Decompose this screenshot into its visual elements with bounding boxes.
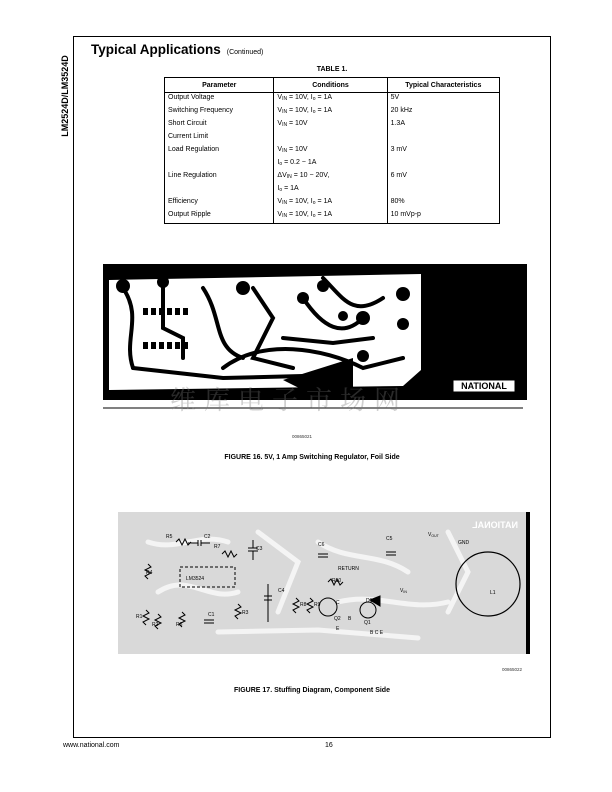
label-r10: R10 xyxy=(332,578,342,584)
cell-conditions: $V_{IN} = 10V$ xyxy=(274,145,387,158)
side-tab-label: LM2524D/LM3524D xyxy=(59,55,70,137)
label-c6: C6 xyxy=(318,542,325,548)
figure-17-id: 00865022 xyxy=(502,667,523,672)
cell-typical: 20 kHz xyxy=(387,106,499,119)
label-r1: R1 xyxy=(136,614,143,620)
label-e: E xyxy=(336,626,340,632)
label-d1: D1 xyxy=(366,598,373,604)
label-q2: Q2 xyxy=(334,616,341,622)
section-heading xyxy=(91,41,263,59)
table-row xyxy=(165,106,500,119)
table-row xyxy=(165,197,500,210)
label-c1: C1 xyxy=(208,612,215,618)
cell-typical: 1.3A xyxy=(387,119,499,132)
table-row xyxy=(165,210,500,224)
table-row xyxy=(165,171,500,184)
table-header-parameter: Parameter xyxy=(165,78,274,93)
label-r4: R4 xyxy=(146,570,153,576)
figure-16-logo: NATIONAL xyxy=(461,381,507,391)
cell-parameter: Switching Frequency xyxy=(165,106,274,119)
label-bce: B C E xyxy=(370,630,384,636)
cell-parameter: Efficiency xyxy=(165,197,274,210)
cell-typical: 10 mVp-p xyxy=(387,210,499,224)
cell-parameter: Load Regulation xyxy=(165,145,274,158)
cell-conditions: $V_{IN} = 10V$ xyxy=(274,119,387,132)
label-c5: C5 xyxy=(386,536,393,542)
table-row xyxy=(165,132,500,145)
table-row xyxy=(165,184,500,197)
table-header-conditions: Conditions xyxy=(274,78,387,93)
cell-conditions: $V_{IN} = 10V$, $I_o = 1A$ xyxy=(274,93,387,107)
cell-conditions: $\Delta V_{IN} = 10 - 20V$, xyxy=(274,171,387,184)
cell-conditions xyxy=(274,132,387,145)
cell-parameter xyxy=(165,158,274,171)
cell-typical xyxy=(387,184,499,197)
cell-typical xyxy=(387,132,499,145)
label-return: RETURN xyxy=(338,566,359,572)
label-r5: R5 xyxy=(166,534,173,540)
label-r7: R7 xyxy=(214,544,221,550)
cell-parameter: Short Circuit xyxy=(165,119,274,132)
cell-parameter xyxy=(165,184,274,197)
cell-conditions: $V_{IN} = 10V$, $I_o = 1A$ xyxy=(274,210,387,224)
label-r2: R2 xyxy=(152,622,159,628)
cell-typical: 80% xyxy=(387,197,499,210)
label-r3: R3 xyxy=(242,610,249,616)
cell-typical: 5V xyxy=(387,93,499,107)
table-caption: TABLE 1. xyxy=(316,66,348,73)
cell-conditions: $V_{IN} = 10V$, $I_o = 1A$ xyxy=(274,106,387,119)
label-q1: Q1 xyxy=(364,620,371,626)
footer-website[interactable]: www.national.com xyxy=(63,742,120,749)
cell-parameter: Output Voltage xyxy=(165,93,274,107)
label-c2: C2 xyxy=(204,534,211,540)
cell-parameter: Output Ripple xyxy=(165,210,274,224)
cell-parameter: Line Regulation xyxy=(165,171,274,184)
figure-17-stuffing-diagram xyxy=(118,512,530,664)
watermark: 维库电子市场网 xyxy=(170,386,409,416)
section-continued: (Continued) xyxy=(226,49,264,56)
figure-17-logo: NATIONAL xyxy=(472,520,518,530)
label-vout: $V_{OUT}$ xyxy=(428,532,439,538)
cell-parameter: Current Limit xyxy=(165,132,274,145)
label-gnd: GND xyxy=(458,540,470,546)
label-c: C xyxy=(336,600,340,606)
label-ic: LM3524 xyxy=(186,576,205,582)
parameter-table xyxy=(164,77,500,224)
cell-conditions: $I_o = 1A$ xyxy=(274,184,387,197)
label-l1: L1 xyxy=(490,590,496,596)
table-row xyxy=(165,119,500,132)
label-r9: R9 xyxy=(314,602,321,608)
table-row xyxy=(165,145,500,158)
figure-16-caption: FIGURE 16. 5V, 1 Amp Switching Regulator, Foil Side xyxy=(224,454,400,461)
label-c3: C3 xyxy=(256,546,263,552)
table-row xyxy=(165,93,500,107)
side-tab xyxy=(56,36,73,156)
cell-conditions: $V_{IN} = 10V$, $I_o = 1A$ xyxy=(274,197,387,210)
page-number: 16 xyxy=(325,742,333,749)
label-r6: R6 xyxy=(176,622,183,628)
figure-16-id: 00865021 xyxy=(292,434,313,439)
label-r8: R8 xyxy=(300,602,307,608)
table-row xyxy=(165,158,500,171)
label-c4: C4 xyxy=(278,588,285,594)
cell-typical: 3 mV xyxy=(387,145,499,158)
cell-conditions: $I_o = 0.2 - 1A$ xyxy=(274,158,387,171)
cell-typical xyxy=(387,158,499,171)
table-header-typical: Typical Characteristics xyxy=(387,78,499,93)
section-title: Typical Applications xyxy=(91,42,221,57)
label-vin: $V_{IN}$ xyxy=(400,588,407,594)
cell-typical: 6 mV xyxy=(387,171,499,184)
figure-17-caption: FIGURE 17. Stuffing Diagram, Component Side xyxy=(234,687,390,694)
label-b: B xyxy=(348,616,352,622)
